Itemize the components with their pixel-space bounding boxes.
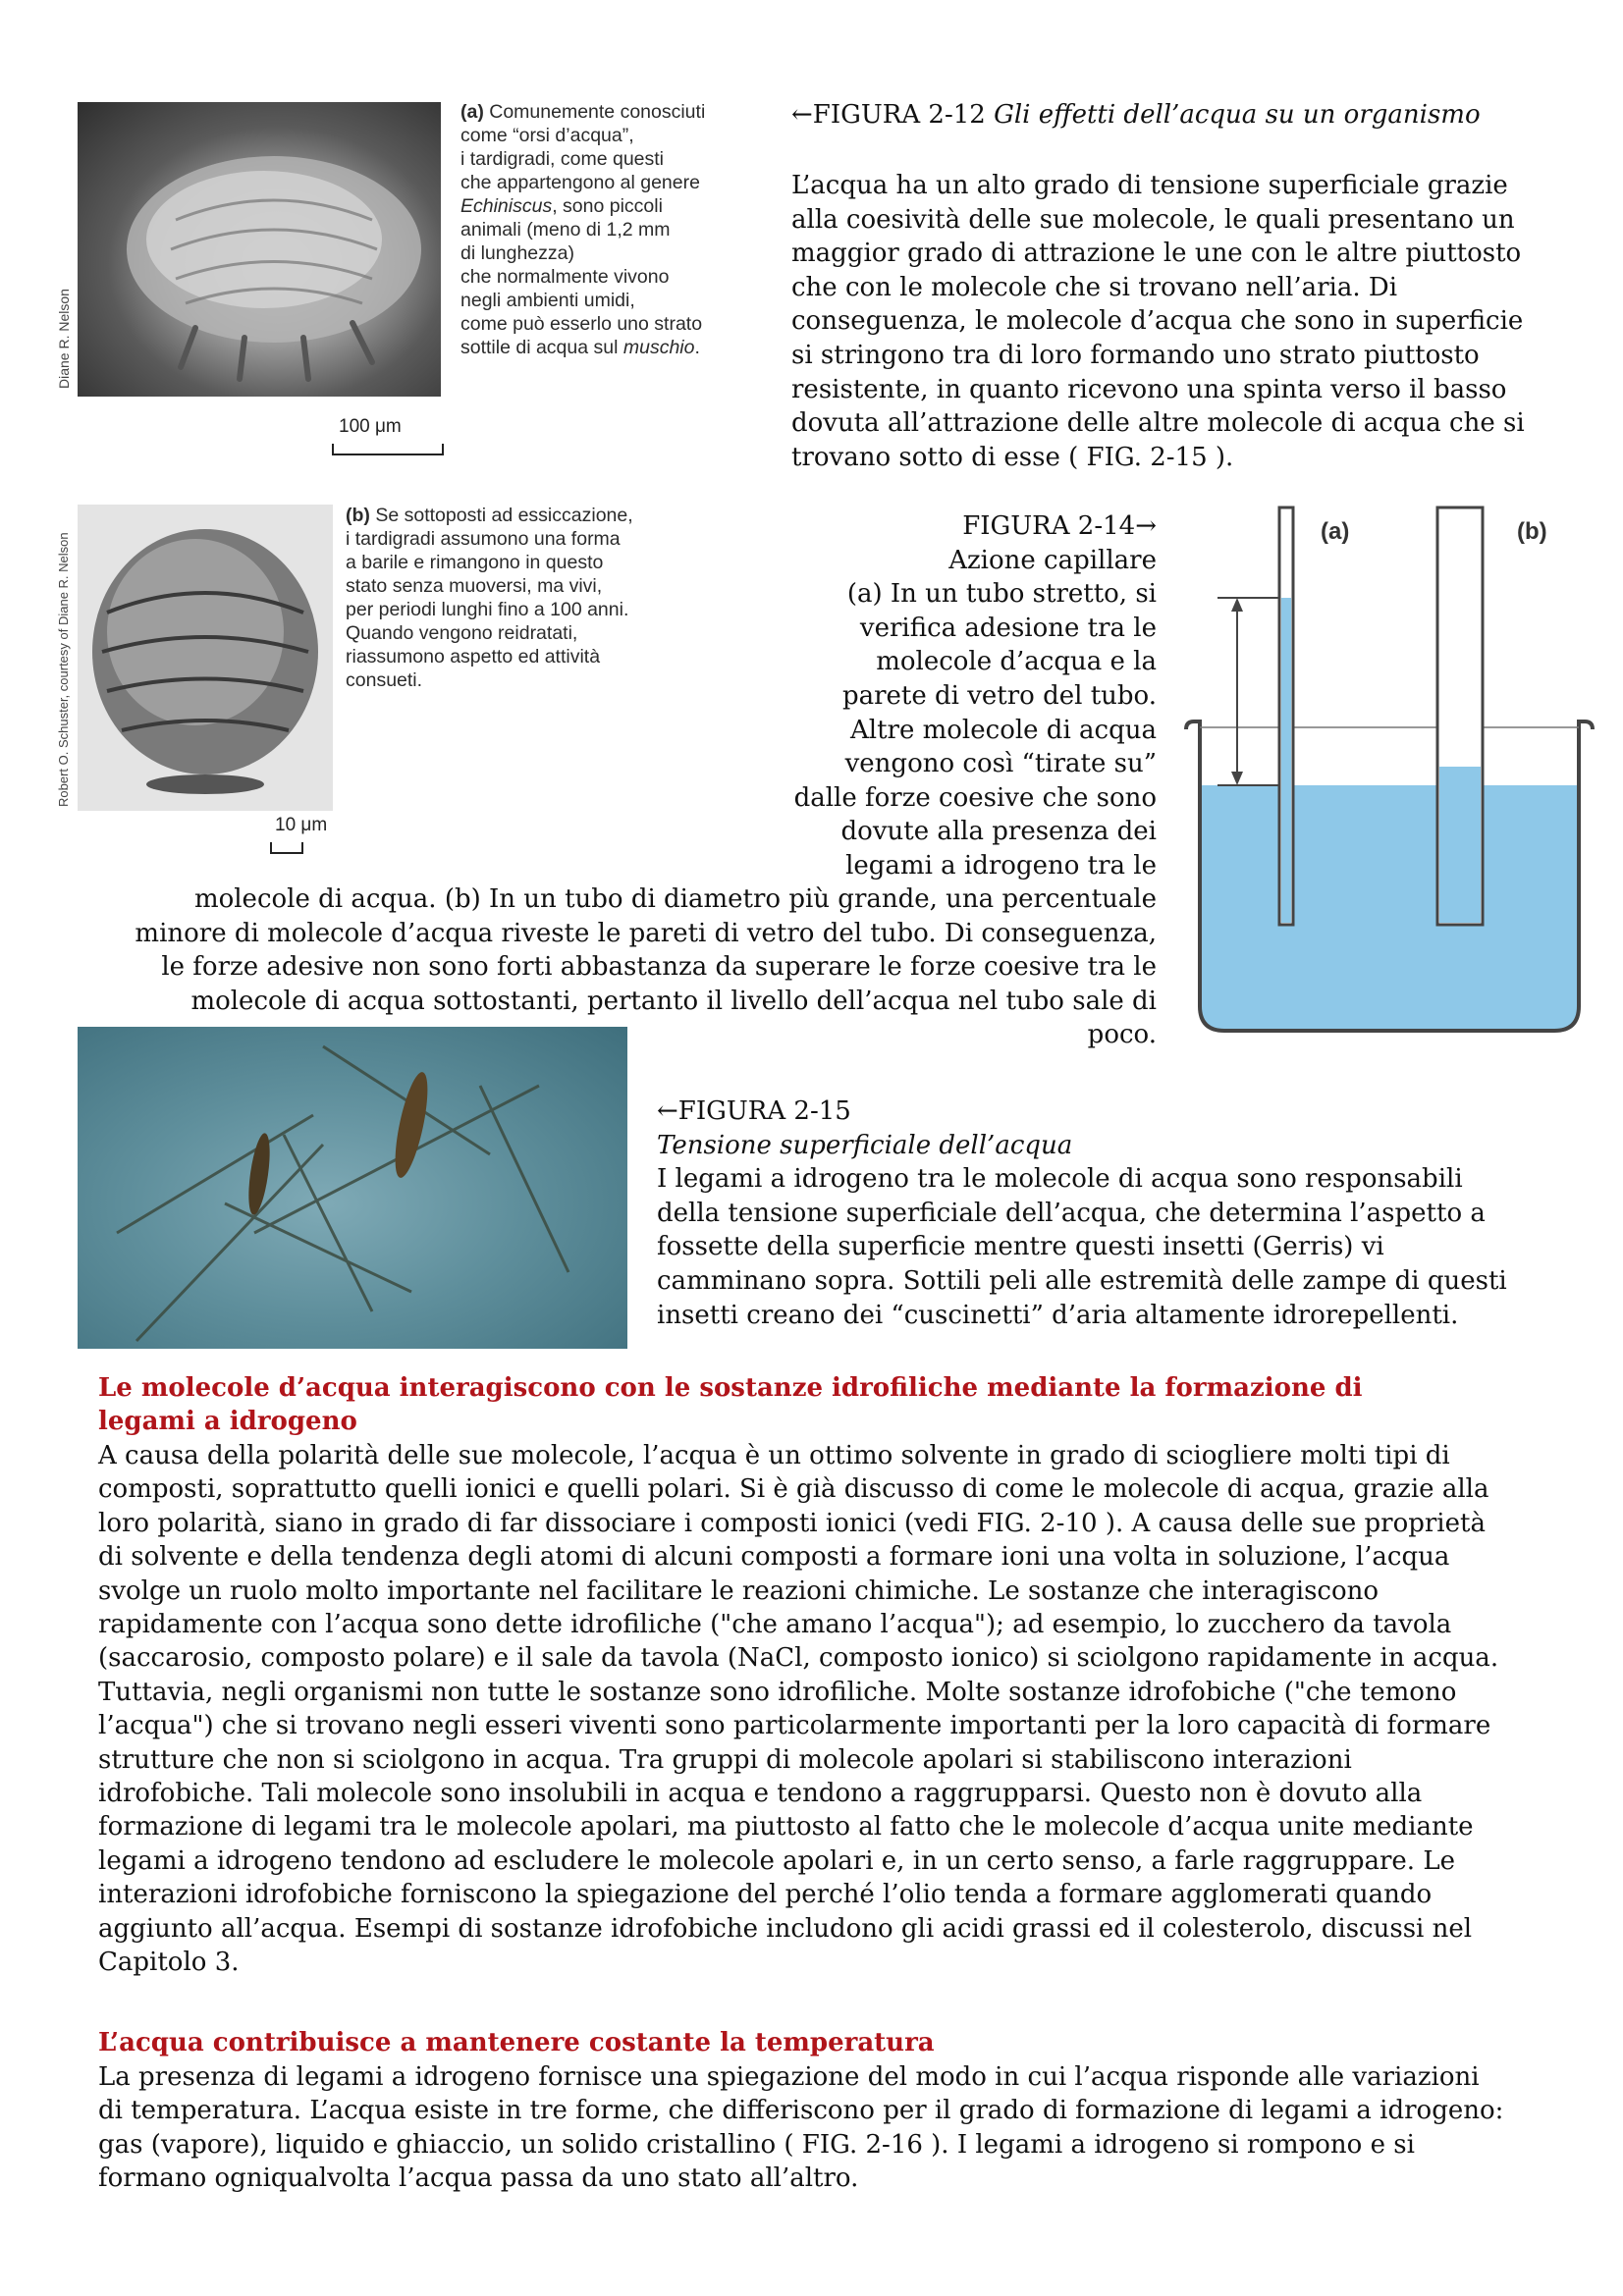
para-line: conseguenza, le molecole d’acqua che sono in superficie: [791, 306, 1524, 337]
fig14-line: parete di vetro del tubo.: [841, 680, 1157, 711]
fig14-line: vengono così “tirate su”: [844, 749, 1157, 779]
capillary-action-diagram: [1178, 496, 1600, 1045]
fig14-wide-line: molecole di acqua sottostanti, pertanto il livello dell’acqua nel tubo sale di: [190, 986, 1157, 1016]
fig14-wide-line: molecole di acqua. (b) In un tubo di diametro più grande, una percentuale: [193, 884, 1157, 914]
fig15-line: I legami a idrogeno tra le molecole di acqua sono responsabili: [657, 1164, 1463, 1195]
body-line: formazione di legami tra le molecole apolari, ma piuttosto al fatto che le molecole d’acqua unite mediante: [98, 1812, 1474, 1842]
body-line: Tuttavia, negli organismi non tutte le sostanze sono idrofiliche. Molte sostanze idrofobiche ("che temono: [98, 1677, 1457, 1707]
caption-a-line-7: che normalmente vivono: [460, 266, 670, 288]
fig14-line: (a) In un tubo stretto, si: [846, 579, 1157, 610]
fig14-wide-line: poco.: [1087, 1020, 1157, 1050]
fig15-line: fossette della superficie mentre questi insetti (Gerris) vi: [657, 1232, 1384, 1262]
caption-b-line-3: stato senza muoversi, ma vivi,: [346, 575, 603, 597]
fig14-line: dalle forze coesive che sono: [793, 782, 1157, 813]
figure-2-14-caption-narrow: [687, 509, 1157, 883]
section-body-hydrophilic: [98, 1439, 1571, 1980]
caption-b-line-4: per periodi lunghi fino a 100 anni.: [346, 599, 629, 620]
body-line: rapidamente con l’acqua sono dette idrofiliche ("che amano l’acqua"); ad esempio, lo zucchero da tavola: [98, 1610, 1452, 1640]
fig15-label: ←FIGURA 2-15: [657, 1096, 851, 1126]
body-line: composti, soprattutto quelli ionici e quelli polari. Si è già discusso di come le molecole di acqua, grazie alla: [98, 1474, 1489, 1505]
tardigrade-photo-b: [78, 505, 333, 811]
para-line: dovuta all’attrazione delle altre molecole di acqua che si: [791, 408, 1525, 439]
body-line: loro polarità, siano in grado di far dissociare i composti ionici (vedi FIG. 2-10 ). A causa delle sue proprietà: [98, 1508, 1486, 1538]
caption-a-line-1: come “orsi d’acqua”,: [460, 125, 634, 146]
caption-b: [346, 504, 633, 692]
caption-a-line-5: animali (meno di 1,2 mm: [460, 219, 671, 240]
para-line: si stringono tra di loro formando uno strato piuttosto: [791, 340, 1480, 370]
caption-a-line-2: i tardigradi, come questi: [460, 148, 665, 170]
caption-b-line-6: riassumono aspetto ed attività: [346, 646, 601, 667]
caption-b-line-2: a barile e rimangono in questo: [346, 552, 604, 573]
figure-2-12-paragraph: [791, 169, 1538, 474]
water-strider-photo: [78, 1027, 627, 1349]
caption-a-line-3: che appartengono al genere: [460, 172, 700, 193]
body-line: gas (vapore), liquido e ghiaccio, un solido cristallino ( FIG. 2-16 ). I legami a idrogeno si rompono e si: [98, 2129, 1415, 2160]
scale-label-a: 100 μm: [339, 416, 402, 437]
fig15-line: camminano sopra. Sottili peli alle estremità delle zampe di questi: [657, 1265, 1507, 1296]
section-heading-hydrophilic: Le molecole d’acqua interagiscono con le sostanze idrofiliche mediante la formazione di legami a idrogeno: [98, 1373, 1363, 1436]
fig14-line: Azione capillare: [948, 545, 1157, 575]
section-body-temperature: [98, 2060, 1571, 2196]
fig14-wide-line: le forze adesive non sono forti abbastanza da superare le forze coesive tra le: [161, 952, 1157, 983]
caption-a-line-4: Echiniscus, sono piccoli: [460, 195, 663, 217]
caption-b-line-5: Quando vengono reidratati,: [346, 622, 578, 644]
body-line: formano ogniqualvolta l’acqua passa da uno stato all’altro.: [98, 2163, 859, 2194]
body-line: Capitolo 3.: [98, 1948, 240, 1978]
fig15-title: Tensione superficiale dell’acqua: [657, 1130, 1073, 1160]
wide-tube-water: [1439, 767, 1481, 923]
scale-label-b: 10 μm: [275, 815, 328, 835]
body-line: aggiunto all’acqua. Esempi di sostanze idrofobiche includono gli acidi grassi ed il colesterolo, discussi nel: [98, 1913, 1473, 1944]
narrow-tube-water: [1281, 598, 1291, 923]
body-line: di temperatura. L’acqua esiste in tre forme, che differiscono per il grado di formazione di legami a idrogeno:: [98, 2096, 1504, 2126]
caption-b-line-7: consueti.: [346, 669, 423, 691]
para-line: L’acqua ha un alto grado di tensione superficiale grazie: [791, 171, 1508, 200]
body-line: interazioni idrofobiche forniscono la spiegazione del perché l’olio tenda a formare agglomerati quando: [98, 1880, 1433, 1910]
fig15-line: della tensione superficiale dell’acqua, che determina l’aspetto a: [657, 1198, 1486, 1228]
fig14-line: legami a idrogeno tra le: [845, 850, 1157, 881]
para-line: trovano sotto di esse ( FIG. 2-15 ).: [791, 442, 1234, 472]
body-line: legami a idrogeno tendono ad escludere le molecole apolari e, in un certo senso, a farle raggruppare. Le: [98, 1845, 1455, 1876]
caption-a-line-9: come può esserlo uno strato: [460, 313, 703, 335]
scale-bar-b: [275, 815, 327, 836]
caption-a-line-6: di lunghezza): [460, 242, 574, 264]
fig14-line: verifica adesione tra le: [859, 613, 1157, 643]
tardigrade-photo-a: [78, 102, 441, 397]
para-line: che con le molecole che si trovano nell’aria. Di: [791, 272, 1398, 302]
fig14-line: molecole d’acqua e la: [876, 647, 1157, 677]
body-line: l’acqua") che si trovano negli esseri viventi sono particolarmente importanti per la loro capacità di formare: [98, 1711, 1491, 1741]
caption-b-line-1: i tardigradi assumono una forma: [346, 528, 621, 550]
para-line: resistente, in quanto ricevono una spinta verso il basso: [791, 374, 1507, 404]
caption-a-line-0: (a) Comunemente conosciuti: [460, 101, 706, 123]
figure-2-15-caption: [657, 1095, 1580, 1332]
caption-a-line-8: negli ambienti umidi,: [460, 290, 635, 311]
fig15-line: insetti creano dei “cuscinetti” d’aria altamente idrorepellenti.: [657, 1300, 1459, 1330]
tube-label-a: (a): [1321, 518, 1350, 545]
para-line: alla coesività delle sue molecole, le quali presentano un: [791, 204, 1515, 235]
body-line: (saccarosio, composto polare) e il sale da tavola (NaCl, composto ionico) si sciolgono rapidamente in acqua.: [98, 1643, 1499, 1674]
para-line: maggior grado di attrazione le une con le altre piuttosto: [791, 239, 1522, 269]
body-line: svolge un ruolo molto importante nel facilitare le reazioni chimiche. Le sostanze che interagiscono: [98, 1575, 1380, 1606]
beaker-water: [1200, 785, 1579, 1031]
body-line: La presenza di legami a idrogeno fornisce una spiegazione del modo in cui l’acqua risponde alle variazioni: [98, 2062, 1480, 2092]
fig14-wide-line: minore di molecole d’acqua riveste le pareti di vetro del tubo. Di conseguenza,: [135, 918, 1157, 948]
section-heading-temperature: L’acqua contribuisce a mantenere costante la temperatura: [98, 2028, 935, 2057]
caption-a-line-10: sottile di acqua sul muschio.: [460, 337, 700, 358]
body-line: strutture che non si sciolgono in acqua. Tra gruppi di molecole apolari si stabiliscono interazioni: [98, 1744, 1352, 1775]
scale-bar-a: [339, 416, 402, 438]
photo-credit-a: Diane R. Nelson: [56, 289, 72, 389]
caption-a: [460, 100, 705, 359]
tube-label-b: (b): [1517, 518, 1547, 545]
fig14-line: Altre molecole di acqua: [850, 715, 1157, 745]
body-line: di solvente e della tendenza degli atomi di alcuni composti a formare ioni una volta in soluzione, l’acqua: [98, 1542, 1450, 1573]
body-line: idrofobiche. Tali molecole sono insolubili in acqua e tendono a raggrupparsi. Questo non è dovuto alla: [98, 1779, 1423, 1809]
fig14-line: dovute alla presenza dei: [840, 817, 1157, 847]
figure-2-12-title: ←FIGURA 2-12 Gli effetti dell’acqua su un organismo: [791, 100, 1481, 130]
body-line: A causa della polarità delle sue molecole, l’acqua è un ottimo solvente in grado di sciogliere molti tipi di: [98, 1441, 1450, 1470]
photo-credit-b: Robert O. Schuster, courtesy of Diane R. Nelson: [56, 532, 71, 807]
fig14-line: FIGURA 2-14→: [962, 511, 1157, 541]
caption-b-line-0: (b) Se sottoposti ad essiccazione,: [346, 505, 633, 526]
